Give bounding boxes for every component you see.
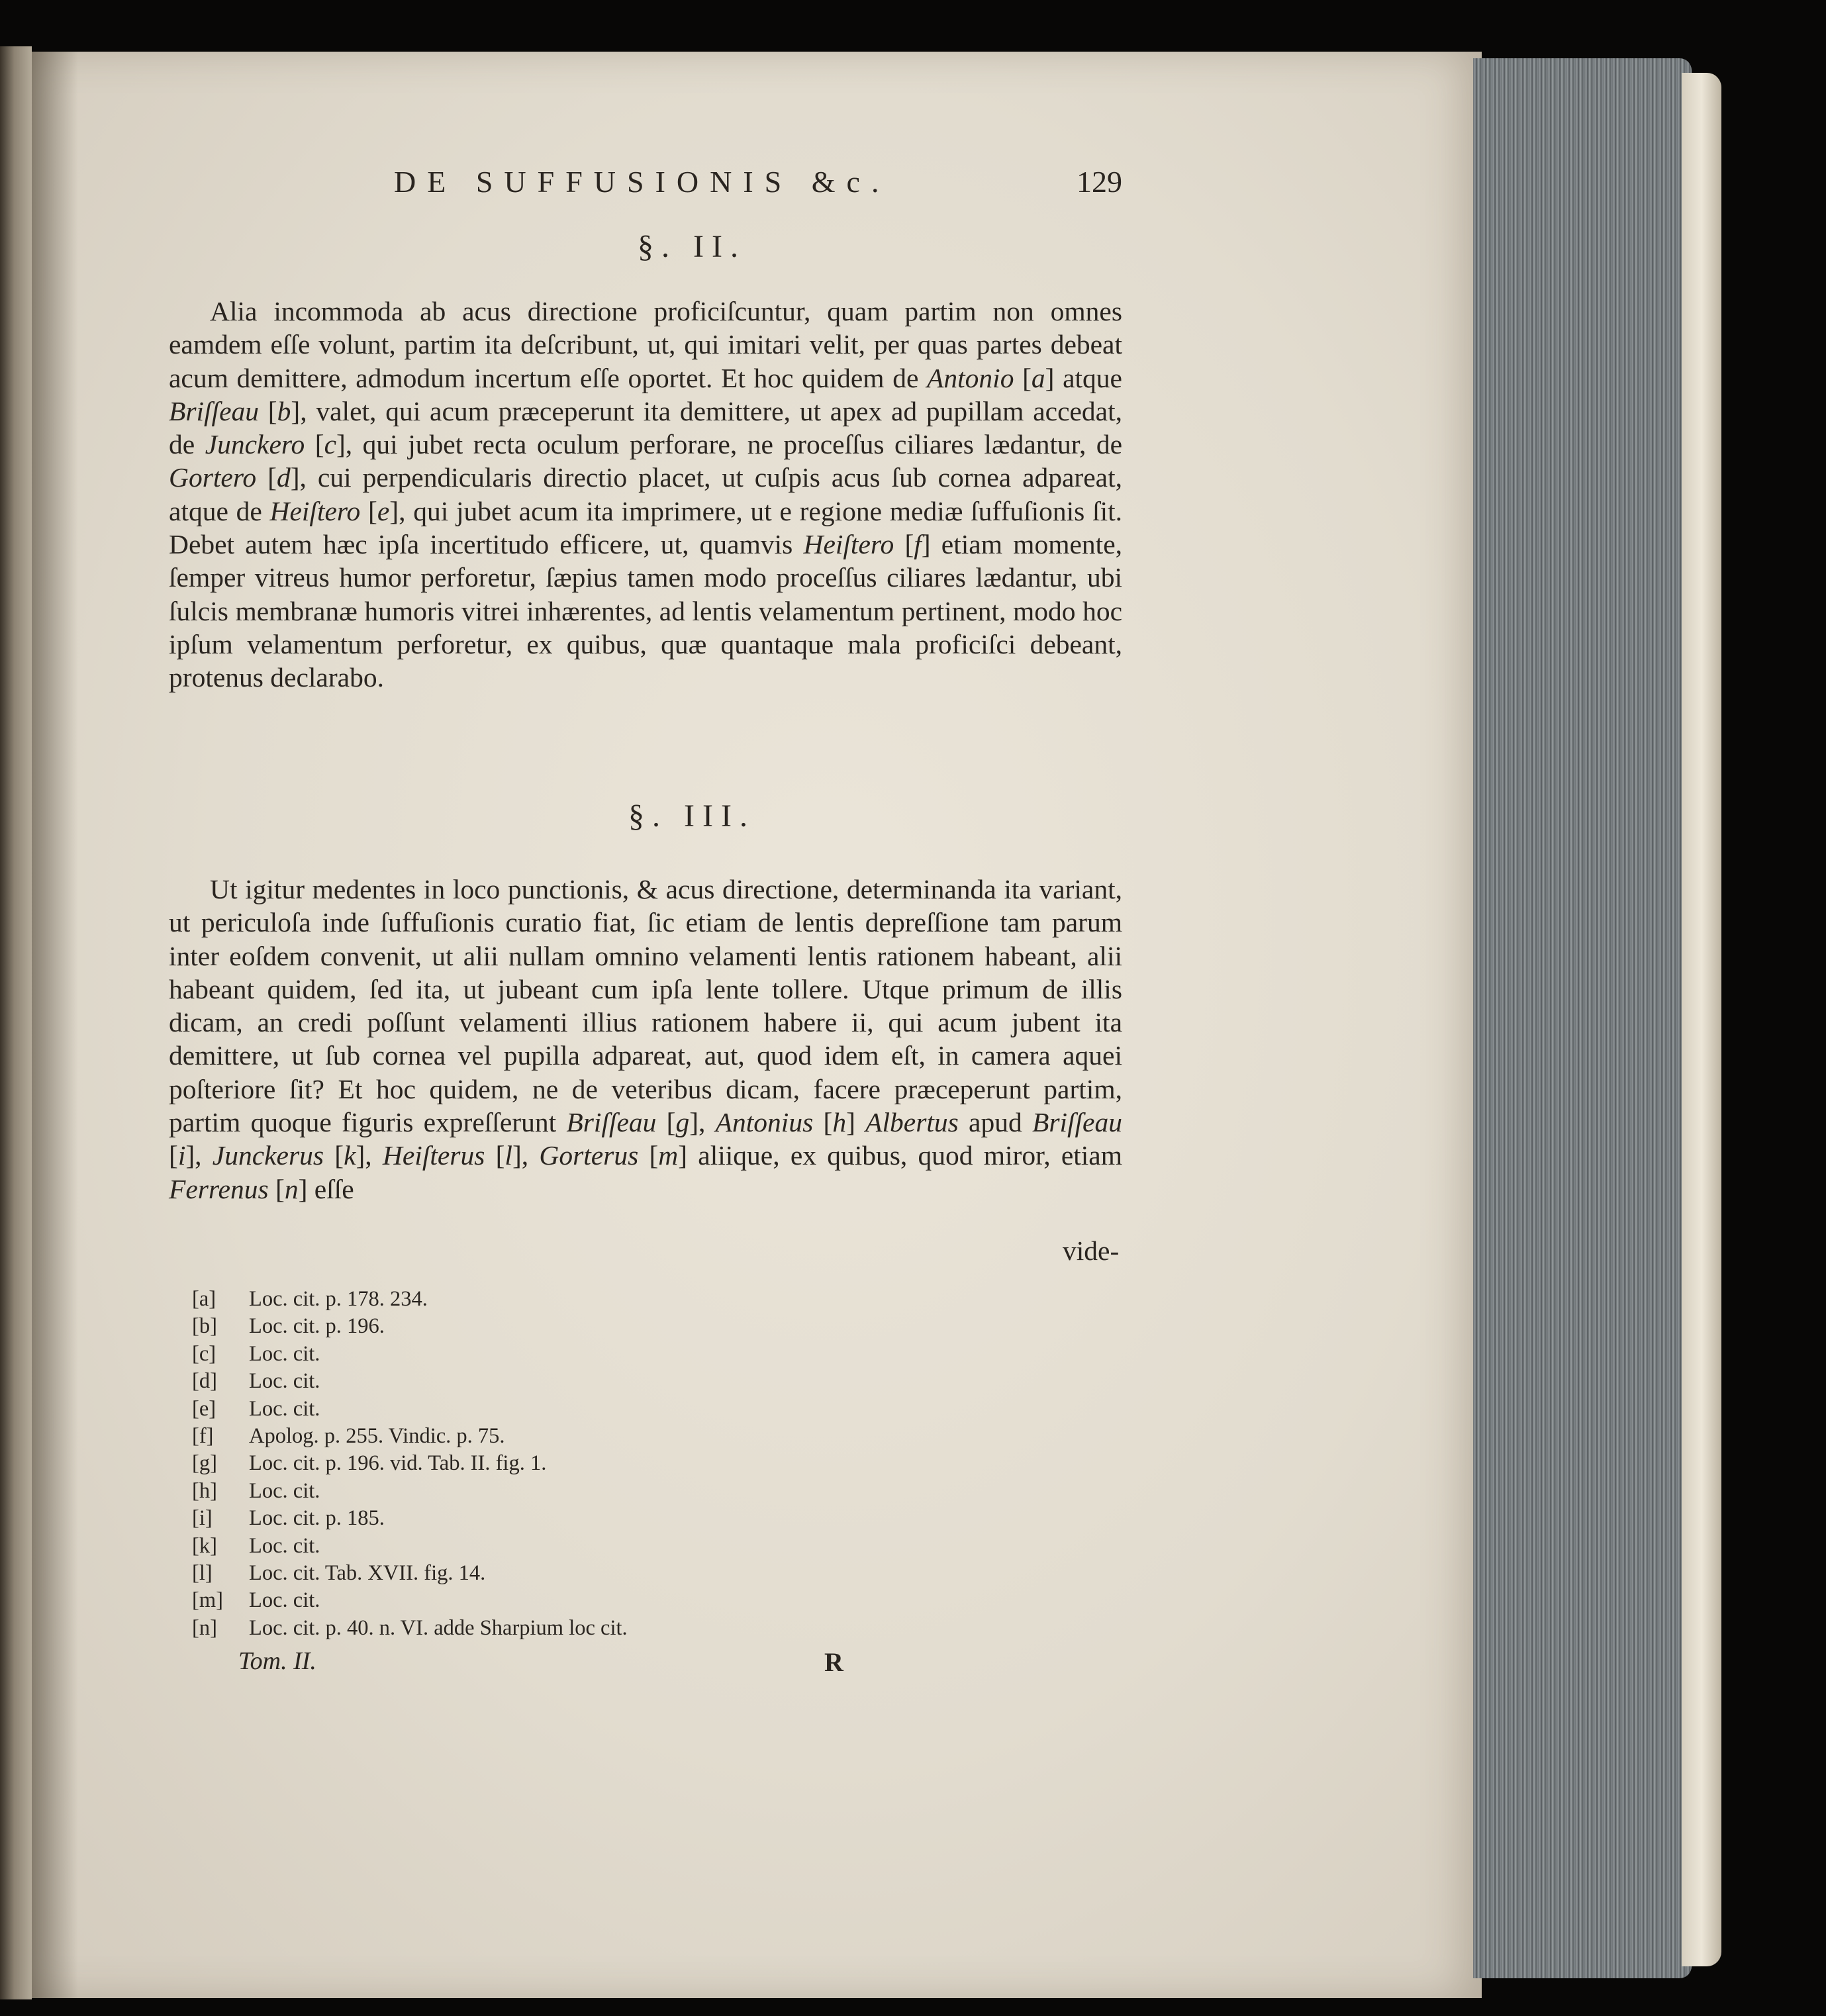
footnote-8 [192, 1478, 887, 1505]
footnote-text: Apolog. p. 255. Vindic. p. 75. [249, 1424, 505, 1449]
footnote-9 [192, 1505, 887, 1532]
footnote-3 [192, 1341, 887, 1368]
paragraph-section-2: Alia incommoda ab acus directione proficiſcuntur, quam partim non omnes eamdem eſſe volunt, partim ita deſcribunt, ut, qui imitari velit, per quas partes debeat acum demittere, admodum incertum eſſe oportet. Et hoc quidem de Antonio [a] atque Briſſeau [b], valet, qui acum præceperunt ita demittere, ut apex ad pupillam accedat, de Junckero [c], qui jubet recta oculum perforare, ne proceſſus ciliares lædantur, de Gortero [d], cui perpendicularis directio placet, ut cuſpis acus ſub cornea adpareat, atque de Heiſtero [e], qui jubet acum ita imprimere, ut e regione mediæ ſuffuſionis ſit. Debet autem hæc ipſa incertitudo efficere, ut, quamvis Heiſtero [f] etiam momente, ſemper vitreus humor perforetur, ſæpius tamen modo proceſſus ciliares lædantur, ubi ſulcis membranæ humoris vitrei inhærentes, ad lentis velamentum pertinent, modo hoc ipſum velamentum perforetur, ex quibus, quæ quantaque mala proficiſci debeant, protenus declarabo. [169, 296, 1123, 693]
page-block-edges [1473, 58, 1692, 1978]
footnote-mark: [a] [192, 1287, 216, 1311]
footnote-13 [192, 1615, 887, 1642]
footnote-1 [192, 1286, 887, 1313]
footnote-text: Loc. cit. Tab. XVII. fig. 14. [249, 1561, 486, 1586]
footnote-text: Loc. cit. [249, 1588, 320, 1613]
footnote-mark: [b] [192, 1314, 217, 1339]
footnote-text: Loc. cit. [249, 1533, 320, 1558]
footnote-11 [192, 1560, 887, 1587]
footnote-mark: [g] [192, 1451, 217, 1476]
footnote-mark: [e] [192, 1396, 216, 1421]
footnote-4 [192, 1368, 887, 1395]
footnote-text: Loc. cit. [249, 1341, 320, 1366]
section-heading-2: §. II. [638, 229, 746, 264]
footnote-mark: [m] [192, 1588, 223, 1613]
footnote-5 [192, 1396, 887, 1423]
paragraph-section-3: Ut igitur medentes in loco punctionis, & acus directione, determinanda ita variant, ut periculoſa inde ſuffuſionis curatio fiat, ſic etiam de lentis depreſſione tam parum inter eoſdem convenit, ut alii nullam omnino velamenti lentis rationem habeant, alii habeant quidem, ſed ita, ut jubeant cum ipſa lente tollere. Utque primum de illis dicam, an credi poſſunt velamenti illius rationem habere ii, qui acum jubent ita demittere, ut ſub cornea vel pupilla adpareat, aut, quod idem eſt, in camera aquei poſteriore ſit? Et hoc quidem, ne de veteribus dicam, facere præceperunt partim, partim quoque figuris expreſſerunt Briſſeau [g], Antonius [h] Albertus apud Briſſeau [i], Junckerus [k], Heiſterus [l], Gorterus [m] aliique, ex quibus, quod miror, etiam Ferrenus [n] eſſe [169, 874, 1123, 1204]
footnote-12 [192, 1587, 887, 1614]
footnote-text: Loc. cit. p. 40. n. VI. adde Sharpium loc cit. [249, 1615, 628, 1640]
footnote-10 [192, 1533, 887, 1560]
footnote-text: Loc. cit. p. 178. 234. [249, 1287, 428, 1311]
running-head [394, 164, 1122, 204]
facing-page-edge [0, 46, 32, 1999]
footnote-mark: [h] [192, 1478, 217, 1503]
catchword: vide- [1063, 1235, 1120, 1266]
footnotes [192, 1286, 887, 1642]
footnote-text: Loc. cit. p. 196. vid. Tab. II. fig. 1. [249, 1451, 547, 1476]
running-head-title: DE SUFFUSIONIS &c. [394, 165, 890, 199]
footnote-6 [192, 1423, 887, 1450]
footnote-text: Loc. cit. p. 185. [249, 1506, 385, 1531]
footnote-text: Loc. cit. [249, 1369, 320, 1394]
page-gutter-shadow [32, 52, 78, 1998]
gathering-signature: R [824, 1647, 843, 1677]
page-number: 129 [1077, 165, 1122, 199]
footnote-mark: [f] [192, 1424, 214, 1449]
footnote-2 [192, 1313, 887, 1340]
footnote-7 [192, 1450, 887, 1477]
footnote-text: Loc. cit. p. 196. [249, 1314, 385, 1339]
section-heading-3: §. III. [628, 798, 755, 834]
footnote-mark: [n] [192, 1615, 217, 1640]
footnote-mark: [i] [192, 1506, 213, 1531]
footnote-mark: [d] [192, 1369, 217, 1394]
footnote-mark: [k] [192, 1533, 217, 1558]
footnote-mark: [l] [192, 1561, 213, 1586]
footnote-text: Loc. cit. [249, 1396, 320, 1421]
footnote-text: Loc. cit. [249, 1478, 320, 1503]
book-cover-edge [1682, 73, 1721, 1966]
footnote-mark: [c] [192, 1341, 216, 1366]
volume-signature: Tom. II. [238, 1647, 316, 1675]
